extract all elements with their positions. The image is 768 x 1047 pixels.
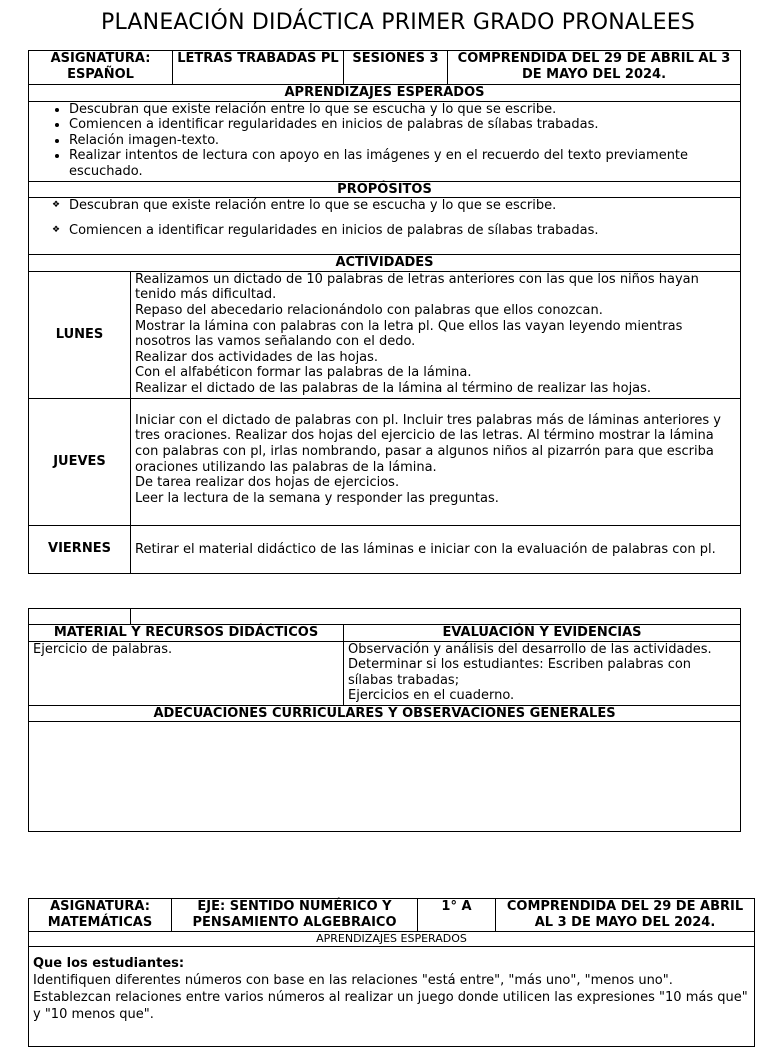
planning-table-espanol	[28, 50, 741, 574]
day-friday: VIERNES	[29, 525, 131, 573]
activity-line: Realizar dos actividades de las hojas.	[135, 349, 379, 365]
activity-line: Iniciar con el dictado de palabras con pl. Incluir tres palabras más de láminas anteriores y tres oraciones. Realizar dos hojas del ejercicio de las letras. Al término mostrar la lámina con palabras con pl, irlas nombrando, pasar a algunos niños al pizarrón para que escriba oraciones utilizando las palabras de la lámina.	[135, 412, 721, 475]
activity-line: Realizamos un dictado de 10 palabras de letras anteriores con las que los niños hayan tenido más dificultad.	[135, 271, 699, 303]
list-item: ❖ Descubran que existe relación entre lo que se escucha y lo que se escribe.	[69, 198, 736, 214]
learning-list-cell	[29, 101, 741, 181]
activity-line: De tarea realizar dos hojas de ejercicios.	[135, 475, 400, 491]
evaluation-title: EVALUACIÓN Y EVIDENCIAS	[344, 625, 741, 642]
adaptations-cell	[29, 722, 741, 832]
evaluation-line: Observación y análisis del desarrollo de las actividades.	[348, 641, 712, 657]
day-thursday: JUEVES	[29, 398, 131, 525]
list-item: • Descubran que existe relación entre lo que se escucha y lo que se escribe.	[69, 102, 736, 118]
resources-table	[28, 608, 741, 832]
list-item: ❖ Comiencen a identificar regularidades en inicios de palabras de sílabas trabadas.	[69, 223, 736, 239]
list-item: • Relación imagen-texto.	[69, 133, 736, 149]
day-monday: LUNES	[29, 271, 131, 398]
materials-cell: Ejercicio de palabras.	[29, 641, 344, 705]
sessions-cell: SESIONES 3	[344, 51, 448, 85]
period-cell: COMPRENDIDA DEL 29 DE ABRIL AL 3 DE MAYO DEL 2024.	[496, 899, 755, 932]
subject-cell: ASIGNATURA: MATEMÁTICAS	[29, 899, 172, 932]
adaptations-title: ADECUACIONES CURRICULARES Y OBSERVACIONES GENERALES	[29, 705, 741, 722]
evaluation-cell	[344, 641, 741, 705]
activity-line: Con el alfabéticon formar las palabras de la lámina.	[135, 365, 472, 381]
list-item: • Comiencen a identificar regularidades en inicios de palabras de sílabas trabadas.	[69, 117, 736, 133]
subject-cell: ASIGNATURA: ESPAÑOL	[29, 51, 173, 85]
friday-activities: Retirar el material didáctico de las láminas e iniciar con la evaluación de palabras con pl.	[131, 525, 741, 573]
learning-line: Establezcan relaciones entre varios números al realizar un juego donde utilicen las expresiones "10 más que" y "10 menos que".	[33, 990, 748, 1022]
empty-cell	[29, 609, 131, 625]
evaluation-line: Determinar si los estudiantes: Escriben palabras con sílabas trabadas;	[348, 657, 692, 688]
period-cell: COMPRENDIDA DEL 29 DE ABRIL AL 3 DE MAYO DEL 2024.	[448, 51, 741, 85]
planning-table-matematicas	[28, 898, 755, 1047]
learning-title: APRENDIZAJES ESPERADOS	[29, 85, 741, 102]
activity-line: Realizar el dictado de las palabras de la lámina al término de realizar las hojas.	[135, 380, 652, 396]
purposes-list	[33, 198, 736, 238]
math-learning-cell	[29, 947, 755, 1047]
activity-line: Mostrar la lámina con palabras con la letra pl. Que ellos las vayan leyendo mientras nosotros las vamos señalando con el dedo.	[135, 318, 683, 350]
empty-cell	[131, 609, 741, 625]
page-title: PLANEACIÓN DIDÁCTICA PRIMER GRADO PRONALEES	[101, 10, 695, 35]
topic-cell: LETRAS TRABADAS PL	[173, 51, 344, 85]
learning-line: Identifiquen diferentes números con base en las relaciones "está entre", "más uno", "menos uno".	[33, 973, 673, 988]
axis-cell: EJE: SENTIDO NUMÉRICO Y PENSAMIENTO ALGEBRAICO	[172, 899, 418, 932]
monday-activities	[131, 271, 741, 398]
evaluation-line: Ejercicios en el cuaderno.	[348, 688, 515, 704]
students-heading: Que los estudiantes:	[33, 956, 185, 971]
purposes-title: PROPÓSITOS	[29, 181, 741, 198]
materials-title: MATERIAL Y RECURSOS DIDÁCTICOS	[29, 625, 344, 642]
activities-title: ACTIVIDADES	[29, 255, 741, 272]
group-cell: 1° A	[418, 899, 496, 932]
learning-title: APRENDIZAJES ESPERADOS	[29, 932, 755, 947]
activity-line: Leer la lectura de la semana y responder las preguntas.	[135, 490, 499, 506]
thursday-activities	[131, 398, 741, 525]
list-item: • Realizar intentos de lectura con apoyo en las imágenes y en el recuerdo del texto previamente escuchado.	[69, 148, 736, 179]
learning-list	[33, 102, 736, 180]
purposes-list-cell	[29, 198, 741, 255]
activity-line: Repaso del abecedario relacionándolo con palabras que ellos conozcan.	[135, 302, 603, 318]
